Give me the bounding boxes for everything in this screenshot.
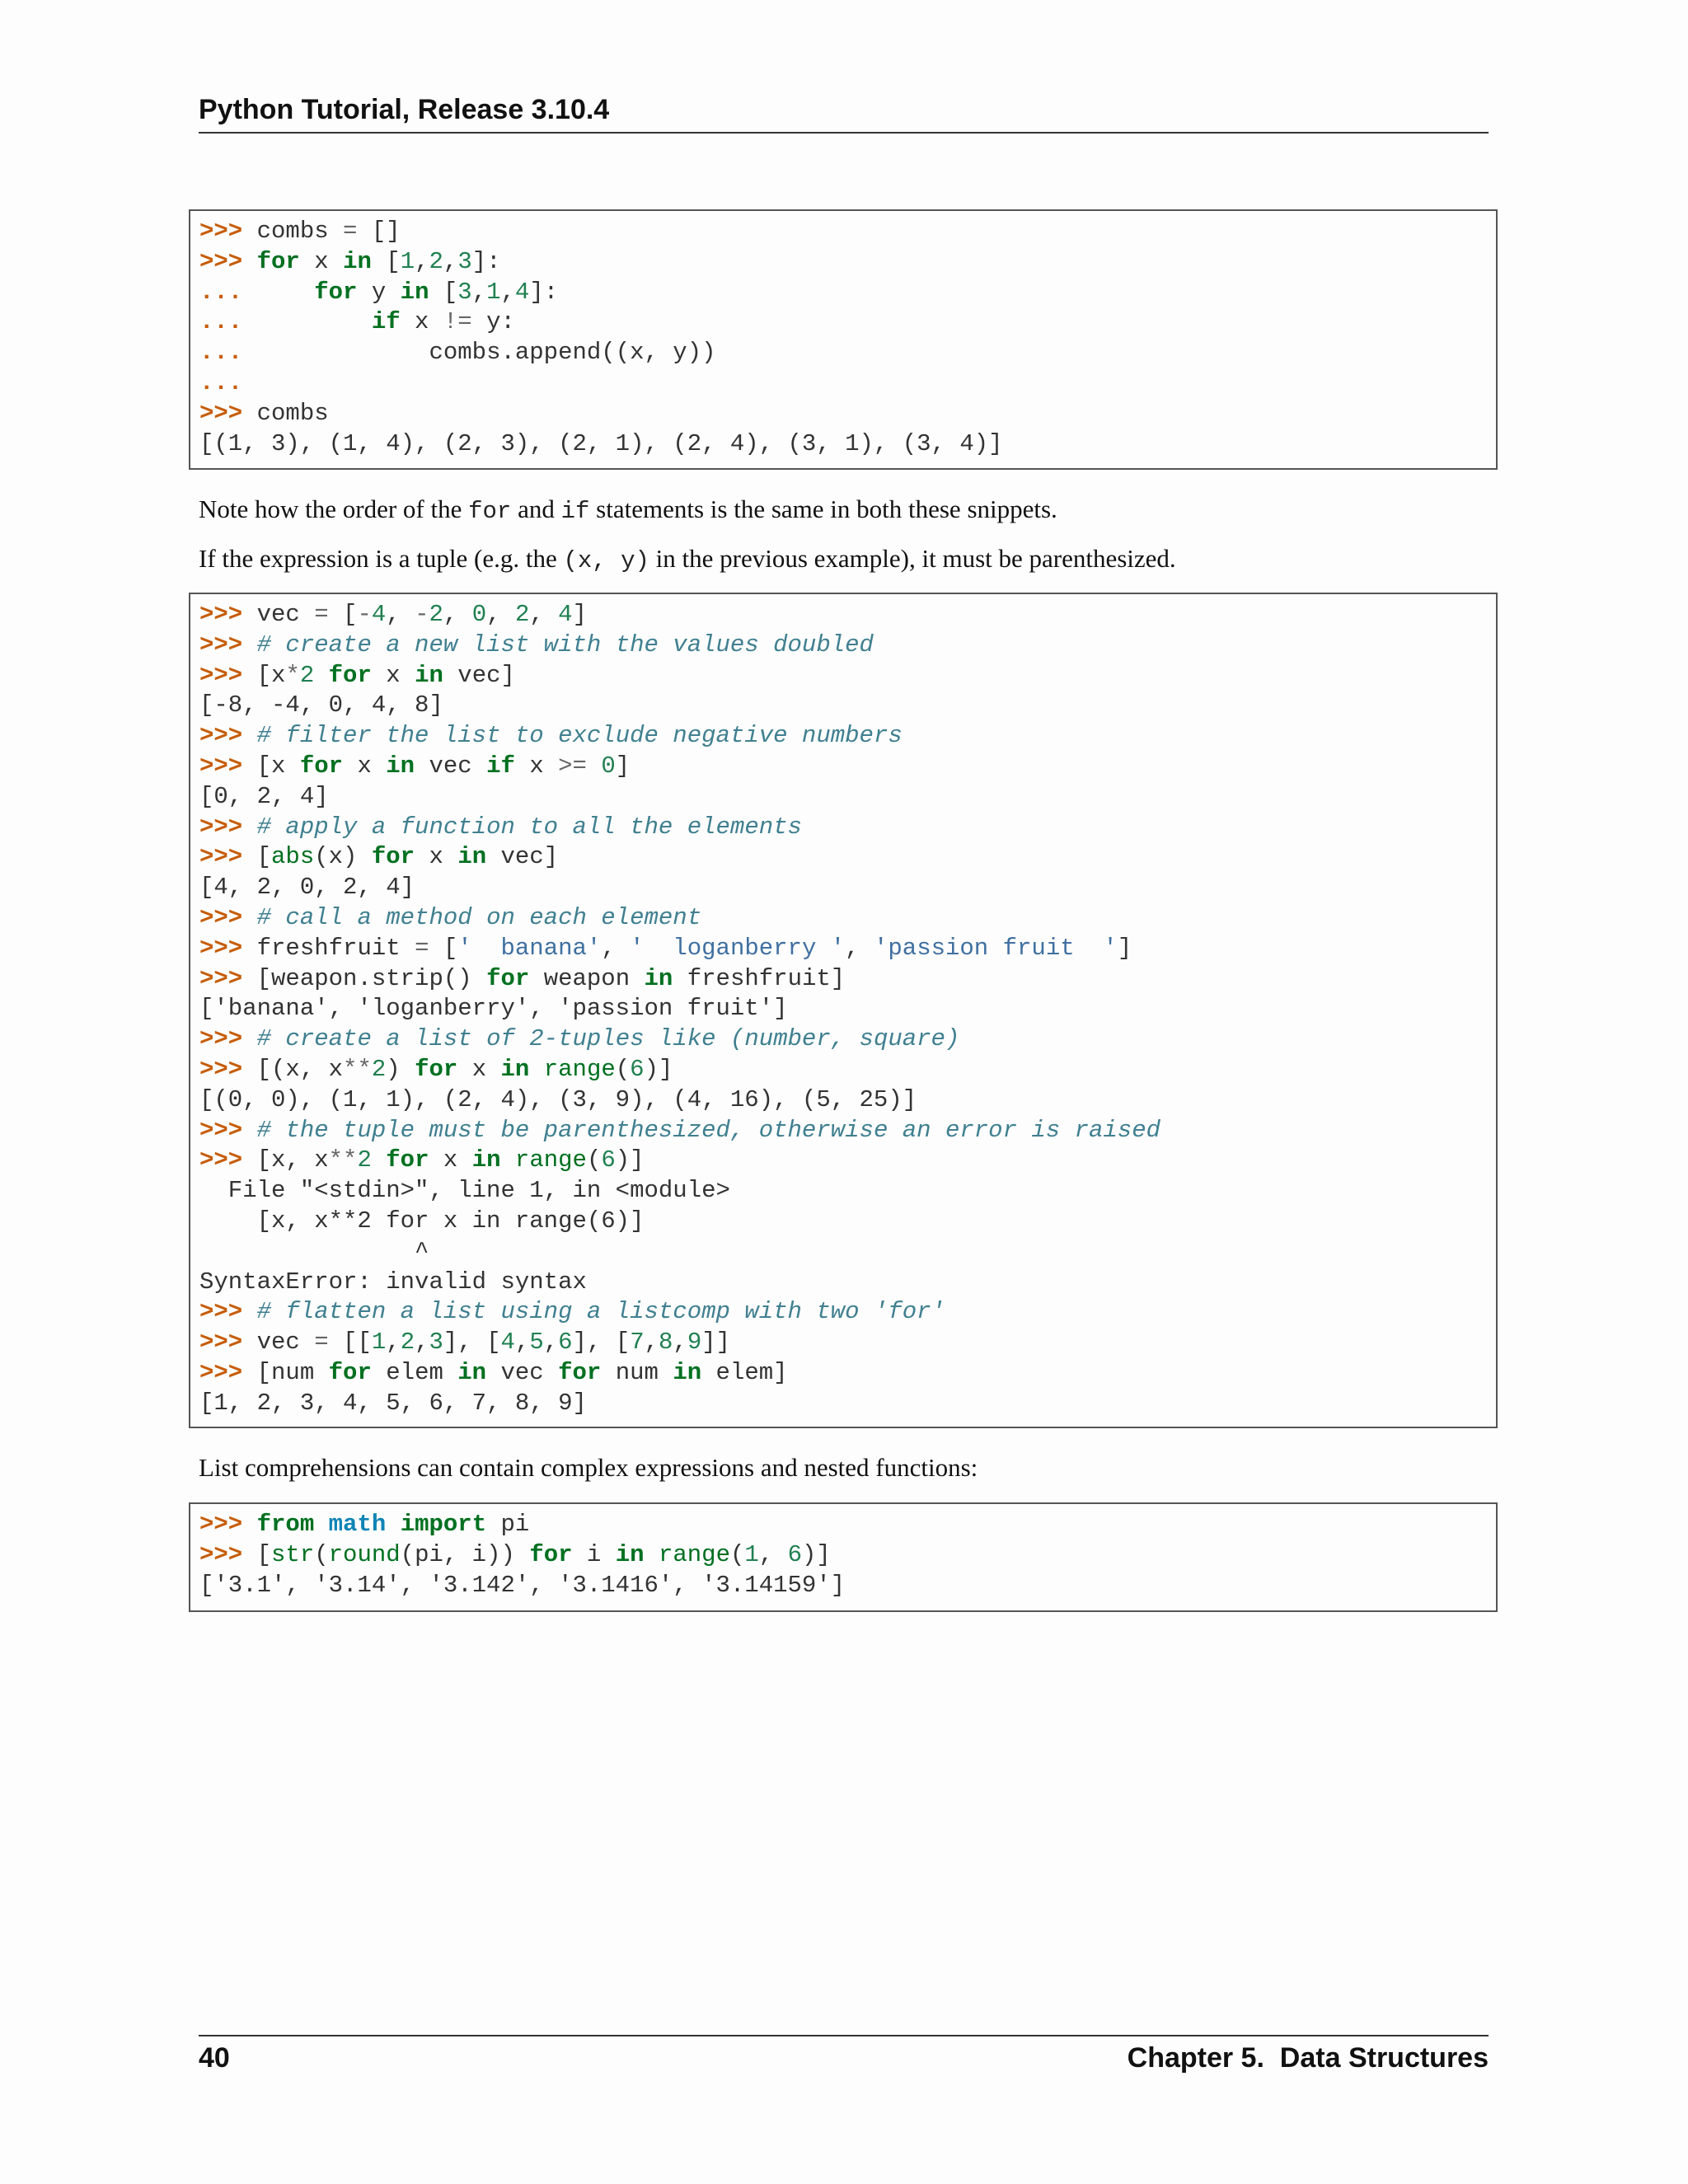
code-token: [(0, 0), (1, 1), (2, 4), (3, 9), (4, 16), (5, 25)] bbox=[199, 1085, 917, 1113]
code-token: for bbox=[256, 247, 300, 275]
code-token: vec bbox=[256, 601, 315, 628]
code-line bbox=[199, 934, 1496, 964]
prompt-token: >>> bbox=[199, 1025, 257, 1053]
code-token: in bbox=[500, 1055, 530, 1083]
code-token: x bbox=[400, 308, 443, 336]
code-token: [[ bbox=[328, 1329, 372, 1357]
code-token: for bbox=[386, 1146, 429, 1174]
code-token: range bbox=[514, 1146, 587, 1174]
code-token: , bbox=[644, 1329, 659, 1357]
prompt-token: ... bbox=[199, 278, 315, 306]
prompt-token: ... bbox=[199, 368, 243, 396]
chapter-title: Chapter 5. Data Structures bbox=[1127, 2042, 1489, 2074]
code-token: 2 bbox=[514, 601, 530, 628]
code-token: 3 bbox=[457, 247, 472, 275]
code-token: 4 bbox=[500, 1329, 515, 1357]
code-token: 9 bbox=[687, 1329, 702, 1357]
code-token: 4 bbox=[514, 278, 530, 306]
prompt-token: ... bbox=[199, 339, 429, 367]
code-token: , bbox=[500, 278, 515, 306]
code-line bbox=[199, 873, 1496, 903]
prompt-token: >>> bbox=[199, 722, 257, 750]
code-token: * bbox=[285, 661, 300, 689]
code-token: 1 bbox=[744, 1540, 759, 1568]
code-line bbox=[199, 278, 1496, 308]
code-token: vec bbox=[256, 1329, 315, 1357]
code-token: y bbox=[357, 278, 401, 306]
code-token: = bbox=[314, 601, 329, 628]
code-line bbox=[199, 217, 1496, 247]
code-line bbox=[199, 1540, 1496, 1571]
code-token: 4 bbox=[371, 601, 387, 628]
paragraph-complex-expressions: List comprehensions can contain complex expressions and nested functions: bbox=[199, 1453, 978, 1482]
code-line bbox=[199, 813, 1496, 843]
code-token: = bbox=[415, 934, 429, 962]
code-token: [-8, -4, 0, 4, 8] bbox=[199, 691, 443, 719]
comment-token: # create a list of 2-tuples like (number, square) bbox=[256, 1025, 960, 1053]
code-line bbox=[199, 1389, 1496, 1419]
code-block-nested-functions bbox=[189, 1502, 1498, 1612]
code-token: 6 bbox=[787, 1540, 803, 1568]
code-token: in bbox=[386, 752, 415, 780]
code-token: in bbox=[457, 843, 487, 871]
code-token: x bbox=[457, 1055, 501, 1083]
code-token: ' banana' bbox=[457, 934, 602, 962]
code-token: x bbox=[514, 752, 559, 780]
code-token: [] bbox=[357, 218, 401, 245]
comment-token: # create a new list with the values doubled bbox=[256, 630, 874, 658]
code-token: if bbox=[486, 752, 515, 780]
code-line bbox=[199, 903, 1496, 934]
code-token: , bbox=[529, 601, 559, 628]
code-token: , bbox=[443, 247, 458, 275]
inline-code-tuple: (x, y) bbox=[563, 547, 649, 574]
inline-code-if: if bbox=[560, 498, 590, 525]
prompt-token: >>> bbox=[199, 399, 257, 427]
code-token: for bbox=[558, 1358, 602, 1386]
code-token: = bbox=[314, 1329, 329, 1357]
code-token: ** bbox=[343, 1055, 372, 1083]
code-token: [ bbox=[328, 601, 358, 628]
prompt-token: >>> bbox=[199, 1540, 257, 1568]
code-token: [num bbox=[256, 1358, 329, 1386]
code-token: combs bbox=[256, 218, 344, 245]
code-token: x bbox=[371, 661, 415, 689]
code-token: for bbox=[328, 1358, 372, 1386]
code-token: [x bbox=[256, 661, 286, 689]
code-token: 4 bbox=[558, 601, 573, 628]
code-token: vec] bbox=[486, 843, 559, 871]
paragraph-note-order: Note how the order of the for and if statements is the same in both these snippets. bbox=[199, 494, 1057, 525]
code-line bbox=[199, 1085, 1496, 1116]
code-token: , bbox=[386, 601, 415, 628]
code-token: 2 bbox=[400, 1329, 415, 1357]
prompt-token: >>> bbox=[199, 218, 257, 245]
prompt-token: >>> bbox=[199, 601, 257, 628]
code-token: round bbox=[328, 1540, 401, 1568]
prompt-token: >>> bbox=[199, 661, 257, 689]
code-token: i bbox=[572, 1540, 616, 1568]
running-title: Python Tutorial, Release 3.10.4 bbox=[199, 94, 610, 125]
code-token: x bbox=[343, 752, 387, 780]
code-token: for bbox=[314, 278, 358, 306]
code-token: freshfruit bbox=[256, 934, 415, 962]
prompt-token: >>> bbox=[199, 964, 257, 992]
code-token: [ bbox=[256, 1540, 272, 1568]
prompt-token: >>> bbox=[199, 1146, 257, 1174]
code-token: - bbox=[357, 601, 372, 628]
code-token: , bbox=[486, 601, 515, 628]
code-token: ] bbox=[1117, 934, 1132, 962]
code-token: vec bbox=[415, 752, 487, 780]
code-token: range bbox=[658, 1540, 730, 1568]
prompt-token: >>> bbox=[199, 1116, 257, 1144]
code-token: in bbox=[471, 1146, 501, 1174]
code-token: 2 bbox=[429, 601, 443, 628]
code-token: 3 bbox=[457, 278, 472, 306]
code-line bbox=[199, 1358, 1496, 1389]
code-token: )] bbox=[644, 1055, 673, 1083]
code-line bbox=[199, 1268, 1496, 1298]
code-line bbox=[199, 691, 1496, 721]
code-token: in bbox=[415, 661, 443, 689]
code-token: x bbox=[415, 843, 458, 871]
code-token: , bbox=[673, 1329, 687, 1357]
code-token: ** bbox=[328, 1146, 358, 1174]
code-token: (x) bbox=[314, 843, 372, 871]
code-token: range bbox=[543, 1055, 616, 1083]
code-token: 0 bbox=[471, 601, 487, 628]
code-token: ] bbox=[615, 752, 631, 780]
page-number: 40 bbox=[199, 2042, 230, 2074]
code-token: ( bbox=[615, 1055, 631, 1083]
code-line bbox=[199, 752, 1496, 782]
code-token: - bbox=[415, 601, 429, 628]
code-line bbox=[199, 600, 1496, 630]
code-token: abs bbox=[271, 843, 315, 871]
code-token: ' loganberry ' bbox=[630, 934, 846, 962]
code-token: ( bbox=[586, 1146, 602, 1174]
code-line bbox=[199, 661, 1496, 691]
code-token: in bbox=[457, 1358, 487, 1386]
code-token: ) bbox=[386, 1055, 415, 1083]
code-token: [(x, x bbox=[256, 1055, 344, 1083]
code-token: 1 bbox=[400, 247, 415, 275]
code-token: from bbox=[256, 1511, 315, 1538]
code-line bbox=[199, 994, 1496, 1024]
code-token: , bbox=[758, 1540, 788, 1568]
code-line bbox=[199, 1024, 1496, 1055]
code-token: 6 bbox=[601, 1146, 616, 1174]
code-token: [1, 2, 3, 4, 5, 6, 7, 8, 9] bbox=[199, 1389, 587, 1417]
comment-token: # apply a function to all the elements bbox=[256, 813, 802, 841]
code-line bbox=[199, 307, 1496, 338]
code-token: ['3.1', '3.14', '3.142', '3.1416', '3.14159'] bbox=[199, 1571, 846, 1599]
code-token: ]: bbox=[529, 278, 559, 306]
comment-token: # call a method on each element bbox=[256, 903, 702, 931]
code-token: ['banana', 'loganberry', 'passion fruit'] bbox=[199, 995, 788, 1023]
code-token: 6 bbox=[558, 1329, 573, 1357]
code-token: , bbox=[514, 1329, 530, 1357]
code-token: vec bbox=[486, 1358, 559, 1386]
code-token: y: bbox=[471, 308, 515, 336]
code-token: in bbox=[615, 1540, 645, 1568]
code-token: elem] bbox=[701, 1358, 788, 1386]
code-token: [ bbox=[371, 247, 401, 275]
code-token: 5 bbox=[529, 1329, 544, 1357]
code-line bbox=[199, 399, 1496, 429]
code-token: 1 bbox=[371, 1329, 387, 1357]
code-token: in bbox=[673, 1358, 702, 1386]
code-token: x bbox=[299, 247, 344, 275]
prompt-token: >>> bbox=[199, 630, 257, 658]
code-line bbox=[199, 1297, 1496, 1328]
prompt-token: >>> bbox=[199, 1511, 257, 1538]
code-token: in bbox=[400, 278, 429, 306]
code-line bbox=[199, 1176, 1496, 1207]
code-token: , bbox=[601, 934, 631, 962]
code-token: , bbox=[543, 1329, 559, 1357]
code-token: for bbox=[529, 1540, 573, 1568]
prompt-token: >>> bbox=[199, 903, 257, 931]
code-token: , bbox=[386, 1329, 401, 1357]
code-token: 3 bbox=[429, 1329, 443, 1357]
code-token: 7 bbox=[630, 1329, 645, 1357]
code-token: for bbox=[486, 964, 530, 992]
code-token: 'passion fruit ' bbox=[873, 934, 1118, 962]
code-token bbox=[529, 1056, 543, 1083]
prompt-token: >>> bbox=[199, 813, 257, 841]
code-token: for bbox=[299, 752, 344, 780]
prompt-token: >>> bbox=[199, 843, 257, 871]
code-token: File "<stdin>", line 1, in <module> bbox=[199, 1177, 730, 1205]
comment-token: # flatten a list using a listcomp with two 'for' bbox=[256, 1298, 945, 1326]
inline-code-for: for bbox=[468, 498, 512, 525]
code-token: , bbox=[471, 278, 487, 306]
code-token: in bbox=[343, 247, 372, 275]
code-token: import bbox=[400, 1511, 487, 1538]
comment-token: # the tuple must be parenthesized, otherwise an error is raised bbox=[256, 1116, 1161, 1144]
code-token: (pi, i)) bbox=[400, 1540, 530, 1568]
code-line bbox=[199, 1055, 1496, 1085]
code-token: [ bbox=[256, 843, 272, 871]
code-token: combs.append((x, y)) bbox=[429, 339, 716, 367]
code-token: = bbox=[343, 218, 358, 245]
code-token: ]: bbox=[471, 247, 501, 275]
code-token: [0, 2, 4] bbox=[199, 782, 329, 810]
paragraph-tuple-note: If the expression is a tuple (e.g. the (x, y) in the previous example), it must be parenthesized. bbox=[199, 544, 1176, 574]
code-line bbox=[199, 1510, 1496, 1540]
code-token: ], [ bbox=[443, 1329, 501, 1357]
code-token: [x, x**2 for x in range(6)] bbox=[199, 1207, 645, 1235]
code-block-combs bbox=[189, 209, 1498, 470]
code-token: if bbox=[371, 308, 401, 336]
code-line bbox=[199, 1116, 1496, 1146]
code-token: , bbox=[443, 601, 472, 628]
prompt-token: >>> bbox=[199, 1358, 257, 1386]
page-header bbox=[199, 91, 1489, 134]
code-token: >= bbox=[558, 752, 587, 780]
code-token: != bbox=[443, 308, 472, 336]
code-token: elem bbox=[371, 1358, 458, 1386]
code-token: ]] bbox=[701, 1329, 731, 1357]
code-token: 6 bbox=[630, 1055, 645, 1083]
code-token: ( bbox=[729, 1540, 745, 1568]
code-token: [4, 2, 0, 2, 4] bbox=[199, 874, 415, 902]
code-token bbox=[386, 1511, 400, 1538]
code-line bbox=[199, 721, 1496, 752]
code-token bbox=[314, 1511, 328, 1538]
code-token bbox=[372, 1146, 386, 1174]
prompt-token: >>> bbox=[199, 752, 257, 780]
prompt-token: >>> bbox=[199, 1298, 257, 1326]
code-token: ] bbox=[572, 601, 587, 628]
prompt-token: >>> bbox=[199, 247, 257, 275]
code-token: [x bbox=[256, 752, 300, 780]
code-token: pi bbox=[486, 1511, 530, 1538]
code-token: for bbox=[328, 661, 372, 689]
code-token: math bbox=[328, 1511, 387, 1538]
code-line bbox=[199, 630, 1496, 661]
code-line bbox=[199, 964, 1496, 995]
code-token: ^ bbox=[199, 1237, 429, 1265]
code-token: [ bbox=[429, 934, 458, 962]
code-line bbox=[199, 429, 1496, 460]
code-token: SyntaxError: invalid syntax bbox=[199, 1268, 587, 1296]
code-token bbox=[501, 1146, 515, 1174]
code-token: 2 bbox=[429, 247, 443, 275]
prompt-token: >>> bbox=[199, 1329, 257, 1357]
code-line bbox=[199, 1328, 1496, 1358]
code-line bbox=[199, 1146, 1496, 1176]
code-token: for bbox=[371, 843, 415, 871]
code-token: 0 bbox=[601, 752, 616, 780]
code-line bbox=[199, 782, 1496, 813]
code-line bbox=[199, 1237, 1496, 1268]
code-token bbox=[314, 662, 328, 689]
code-token: )] bbox=[802, 1540, 831, 1568]
code-token: x bbox=[429, 1146, 472, 1174]
footer-rule bbox=[199, 2035, 1489, 2036]
code-token: [weapon.strip() bbox=[256, 964, 487, 992]
code-token: 2 bbox=[299, 661, 315, 689]
code-line bbox=[199, 1207, 1496, 1237]
code-line bbox=[199, 1571, 1496, 1601]
code-line bbox=[199, 338, 1496, 368]
comment-token: # filter the list to exclude negative numbers bbox=[256, 722, 903, 750]
code-token: 2 bbox=[357, 1146, 372, 1174]
code-token: num bbox=[601, 1358, 673, 1386]
code-line bbox=[199, 247, 1496, 278]
code-token: in bbox=[644, 964, 673, 992]
code-token: 2 bbox=[371, 1055, 387, 1083]
code-token: freshfruit] bbox=[673, 964, 846, 992]
code-token: ( bbox=[314, 1540, 329, 1568]
code-token: combs bbox=[256, 399, 329, 427]
code-token: [(1, 3), (1, 4), (2, 3), (2, 1), (2, 4), (3, 1), (3, 4)] bbox=[199, 429, 1003, 457]
code-token: ], [ bbox=[572, 1329, 631, 1357]
code-token: for bbox=[415, 1055, 458, 1083]
prompt-token: >>> bbox=[199, 1055, 257, 1083]
code-token: , bbox=[415, 247, 429, 275]
code-token: )] bbox=[615, 1146, 645, 1174]
code-token: str bbox=[271, 1540, 315, 1568]
code-token: [ bbox=[429, 278, 458, 306]
code-token bbox=[645, 1541, 659, 1568]
code-token: 8 bbox=[659, 1329, 673, 1357]
code-token: , bbox=[845, 934, 874, 962]
code-token bbox=[587, 752, 601, 780]
code-block-list-comprehensions bbox=[189, 593, 1498, 1428]
code-token: vec] bbox=[443, 661, 515, 689]
code-line bbox=[199, 368, 1496, 399]
code-token: [x, x bbox=[256, 1146, 329, 1174]
prompt-token: ... bbox=[199, 308, 372, 336]
code-token: 1 bbox=[486, 278, 501, 306]
code-token: weapon bbox=[529, 964, 645, 992]
code-token: , bbox=[415, 1329, 429, 1357]
prompt-token: >>> bbox=[199, 934, 257, 962]
code-line bbox=[199, 842, 1496, 873]
